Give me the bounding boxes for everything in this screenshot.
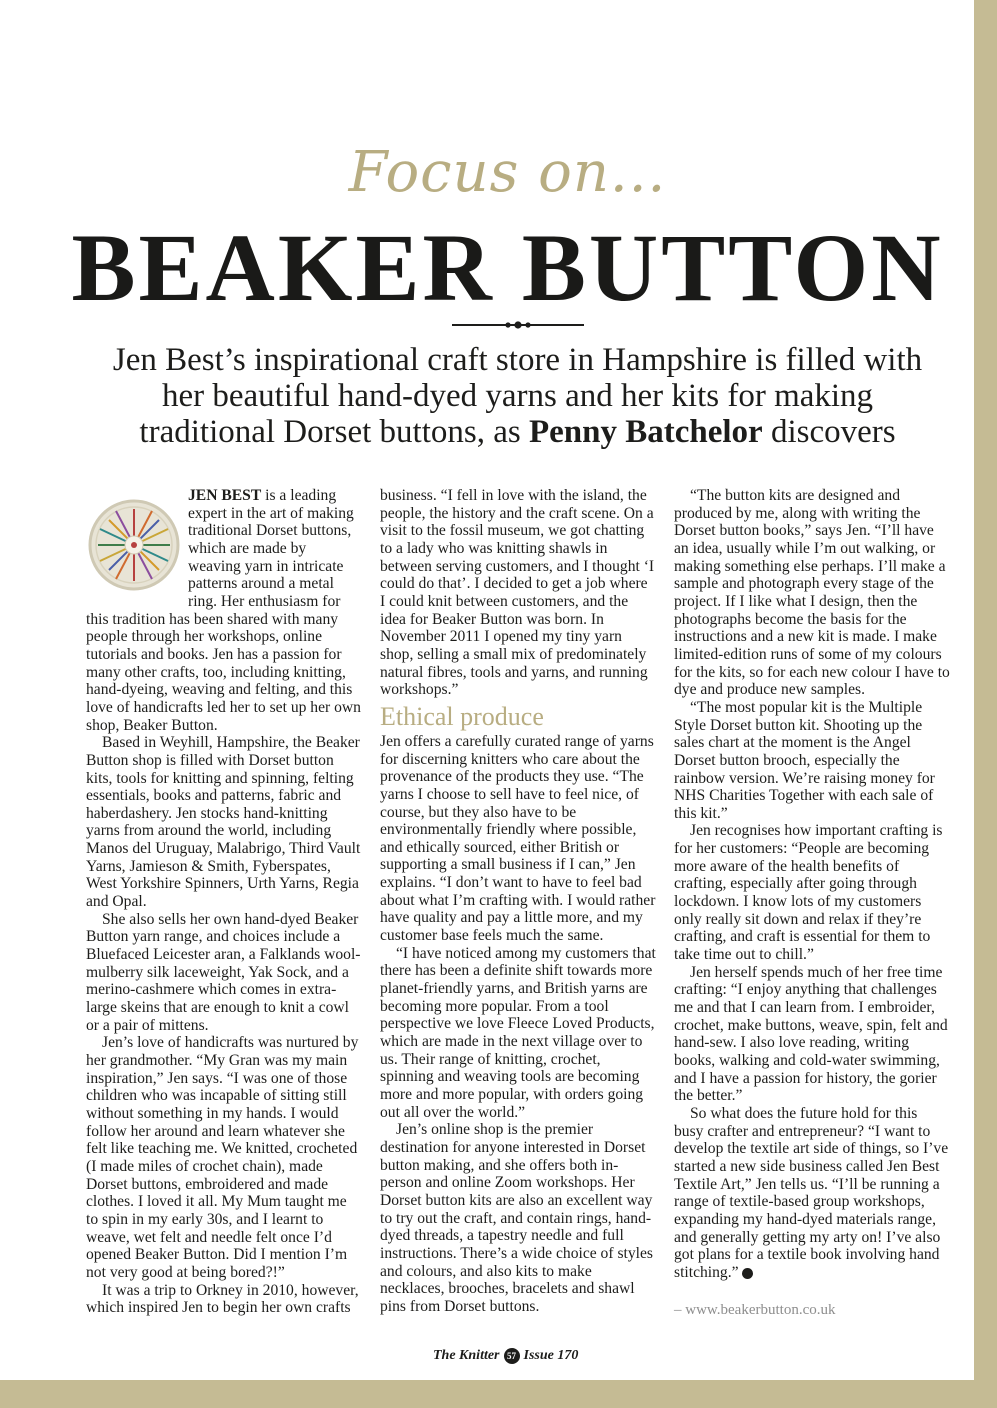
page-footer <box>433 1348 578 1364</box>
crosshead-ethical-produce: Ethical produce <box>380 701 544 731</box>
paragraph-4: Jen’s love of handicrafts was nurtured by her grandmother. “My Gran was my main inspiration,” Jen says. “I was one of those children who was incapable of sitting still without something in my hands. I would follow her around and learn whatever she felt like teaching me. We knitted, crocheted (I made miles of crochet chain), made Dorset buttons, embroidered and made clothes. I loved it all. My Mum taught me to spin in my early 30s, and I learnt to weave, wet felt and needle felt once I’d opened Beaker Button. Did I mention I’m not very good at being bored?!” <box>86 1034 359 1281</box>
paragraph-12: Jen recognises how important crafting is for her customers: “People are becoming more aware of the health benefits of crafting, especially after going through lockdown. I know lots of my customers only really sit down and relax if they’re crafting, and craft is essential for them to take time out to chill.” <box>674 822 943 964</box>
paragraph-9: Jen’s online shop is the premier destination for anyone interested in Dorset button making, and she offers both in-person and online Zoom workshops. Her Dorset button kits are also an excellent way to try out the craft, and contain rings, hand-dyed threads, a tapestry needle and full instructions. There’s a wide choice of styles and colours, and also kits to make necklaces, brooches, bracelets and shawl pins from Dorset buttons. <box>380 1121 653 1315</box>
paragraph-11: “The most popular kit is the Multiple Style Dorset button kit. Shooting up the sales chart at the moment is the Angel Dorset button brooch, especially the rainbow version. We’re raising money for NHS Charities Together with each sale of this kit.” <box>674 698 935 822</box>
standfirst <box>110 342 925 450</box>
paragraph-6: business. “I fell in love with the island, the people, the history and the craft scene. On a visit to the fossil museum, we got chatting to a lady who was knitting shawls in between serving customers, and I thought ‘I could do that’. I decided to get a job where I could knit between customers, and the idea for Beaker Button was born. In November 2011 I opened my tiny yarn shop, selling a small mix of predominately natural fibres, tools and yarns, and running workshops.” <box>380 487 655 699</box>
paragraph-5: It was a trip to Orkney in 2010, however, which inspired Jen to begin her own crafts <box>86 1281 359 1317</box>
column-1 <box>86 487 362 1317</box>
standfirst-end: discovers <box>762 414 896 450</box>
magazine-name: The Knitter <box>433 1348 500 1363</box>
author-name: Penny Batchelor <box>528 414 763 450</box>
dorset-button-photo <box>86 489 182 599</box>
lead-name: JEN BEST <box>188 487 262 504</box>
standfirst-text: Jen Best’s inspirational craft store in Hampshire is filled with her beautiful hand-dyed yarns and her kits for making traditional Dorset buttons, as <box>112 342 923 450</box>
paragraph-13: Jen herself spends much of her free time crafting: “I enjoy anything that challenges me and that I can learn from. I embroider, crochet, make buttons, weave, spin, felt and hand-sew. I also love reading, writing books, walking and cold-water swimming, and I have a passion for history, the gorier the better.” <box>674 963 948 1105</box>
website-link[interactable]: – www.beakerbutton.co.uk <box>674 1301 836 1318</box>
paragraph-8: “I have noticed among my customers that there has been a definite shift towards more planet-friendly yarns, and British yarns are becoming more popular. From a tool perspective we love Fleece Loved Products, which are made in the next village over to us. Their range of knitting, crochet, spinning and weaving tools are becoming more and more popular, with orders going out all over the world.” <box>380 944 656 1121</box>
kicker: Focus on... <box>348 140 667 205</box>
issue-number: Issue 170 <box>523 1348 579 1363</box>
paragraph-10: “The button kits are designed and produced by me, along with writing the Dorset button books,” says Jen. “I’ll have an idea, usually while I’m out walking, or making something else perhaps. I’ll make a sample and photograph every stage of the project. If I like what I design, then the photographs become the basis for the instructions and a new kit is made. I make limited-edition runs of some of my colours for the kits, so for each new colour I have to dye and produce new samples. <box>674 487 950 699</box>
lead-text: is a leading expert in the art of making traditional Dorset buttons, which are made by weaving yarn in intricate patterns around a metal ring. Her enthusiasm for this tradition has been shared with many people through her workshops, online tutorials and books. Jen has a passion for many other crafts, too, including knitting, hand-dyeing, weaving and felting, and this love of handicrafts led her to set up her own shop, Beaker Button. <box>86 487 361 734</box>
paragraph-14-text: So what does the future hold for this busy crafter and entrepreneur? “I want to develop the textile art side of things, so I’ve started a new side business called Jen Best Textile Art,” Jen tells us. “I’ll be running a range of textile-based group workshops, expanding my hand-dyed materials range, and generally getting my arty on! I’ve also got plans for a textile book involving hand stitching.” <box>674 1104 949 1281</box>
paragraph-14 <box>674 1105 950 1282</box>
paragraph-7: Jen offers a carefully curated range of yarns for discerning knitters who care about the provenance of the products they use. “The yarns I choose to sell have to feel nice, of course, but they also have to be environmentally friendly where possible, and ethically sourced, either British or supporting a small business if I can,” Jen explains. “I don’t want to have to feel bad about what I’m crafting with. I would rather have quality and pay a little more, and my customer base feels much the same. <box>380 732 656 945</box>
paragraph-3: She also sells her own hand-dyed Beaker Button yarn range, and choices include a Bluefaced Leicester aran, a Falklands wool-mulberry silk laceweight, Yak Sock, and a merino-cashmere which comes in extra-large skeins that are enough to knit a cowl or a pair of mittens. <box>86 910 361 1034</box>
page-number: 57 <box>504 1348 520 1364</box>
tk-end-icon: ✚ <box>742 1268 753 1279</box>
column-2 <box>380 487 656 1316</box>
paragraph-2: Based in Weyhill, Hampshire, the Beaker Button shop is filled with Dorset button kits, tools for knitting and spinning, felting essentials, books and patterns, fabric and haberdashery. Jen stocks hand-knitting yarns from around the world, including Manos del Uruguay, Malabrigo, Third Vault Yarns, Jamieson & Smith, Fyberspates, West Yorkshire Spinners, Urth Yarns, Regia and Opal. <box>86 734 361 911</box>
column-3 <box>674 487 950 1319</box>
title-divider-ornament <box>452 318 584 332</box>
page-title: BEAKER BUTTON <box>71 214 944 321</box>
